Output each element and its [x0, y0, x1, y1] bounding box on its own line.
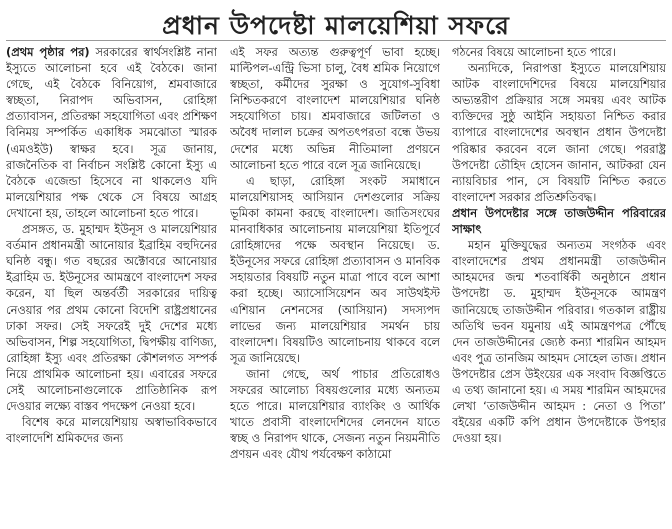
column-1-paragraph-2: প্রসঙ্গত, ড. মুহাম্মদ ইউনূস ও মালয়েশিয়ার বর্তমান প্রধানমন্ত্রী আনোয়ার ইব্রাহিম বহুদিনের ঘনিষ্ঠ বন্ধু। গত বছরের অক্টোবরে আনোয়ার ইব্রাহিম ড. ইউনূসের আমন্ত্রণে বাংলাদেশ সফর করেন, যা ছিল অন্তর্বর্তী সরকারের দায়িত্ব নেওয়ার পর প্রথম কোনো বিদেশি রাষ্ট্রপ্রধানের ঢাকা সফর। সেই সফরেই দুই দেশের মধ্যে অভিবাসন, শিল্প সহযোগিতা, দ্বিপক্ষীয় বাণিজ্য, রোহিঙ্গা ইস্যু এবং প্রতিরক্ষা কৌশলগত সম্পর্ক নিয়ে প্রাথমিক আলোচনা হয়। এবারের সফরে সেই আলোচনাগুলোকে প্রাতিষ্ঠানিক রূপ দেওয়ার লক্ষ্যে বাস্তব পদক্ষেপ নেওয়া হবে। [6, 222, 217, 414]
column-2-paragraph-3: জানা গেছে, অর্থ পাচার প্রতিরোধও সফরের আলোচ্য বিষয়গুলোর মধ্যে অন্যতম হতে পারে। মালয়েশিয়ার ব্যাংকিং ও আর্থিক খাতে প্রবাসী বাংলাদেশিদের লেনদেন যাতে স্বচ্ছ ও নিরাপদ থাকে, সেজন্য নতুন নিয়মনীতি প্রণয়ন এবং যৌথ পর্যবেক্ষণ কাঠামো [230, 366, 440, 462]
column-1-text: সরকারের স্বার্থসংশ্লিষ্ট নানা ইস্যুতে আলোচনা হবে এই বৈঠকে। জানা গেছে, এই বৈঠকে বিনিয়োগ, শ্রমবাজারে স্বচ্ছতা, নিরাপদ অভিবাসন, রোহিঙ্গা প্রত্যাবাসন, প্রতিরক্ষা সহযোগিতা এবং প্রশিক্ষণ বিনিময় সম্পর্কিত একাধিক সমঝোতা স্মারক (এমওইউ) স্বাক্ষর হবে। সূত্র জানায়, রাজনৈতিক বা নির্বাচন সংশ্লিষ্ট কোনো ইস্যু এ বৈঠকে এজেন্ডা হিসেবে না থাকলেও যদি মালয়েশিয়ার পক্ষ থেকে সে বিষয়ে আগ্রহ দেখানো হয়, তাহলে আলোচনা হতে পারে। [6, 45, 217, 220]
section-subheading: প্রধান উপদেষ্টার সঙ্গে তাজউদ্দীন পরিবারের সাক্ষাৎ [452, 205, 666, 237]
column-3-paragraph-2: অন্যদিকে, নিরাপত্তা ইস্যুতে মালয়েশিয়ায় আটক বাংলাদেশিদের বিষয়ে মালয়েশিয়ার অভ্যন্তরীণ প্রক্রিয়ার সঙ্গে সমন্বয় এবং আটক ব্যক্তিদের সুষ্ঠু আইনি সহায়তা নিশ্চিত করার ব্যাপারে বাংলাদেশের অবস্থান প্রধান উপদেষ্টা পরিষ্কার করবেন বলে জানা গেছে। পররাষ্ট্র উপদেষ্টা তৌহিদ হোসেন জানান, আটকরা যেন ন্যায়বিচার পান, সে বিষয়টি নিশ্চিত করতে বাংলাদেশ সরকার প্রতিশ্রুতিবদ্ধ। [452, 61, 666, 204]
column-3-paragraph-1: গঠনের বিষয়ে আলোচনা হতে পারে। [452, 45, 616, 59]
column-3-paragraph-3: মহান মুক্তিযুদ্ধের অন্যতম সংগঠক এবং বাংলাদেশের প্রথম প্রধানমন্ত্রী তাজউদ্দীন আহমদের জন্ম শতবার্ষিকী অনুষ্ঠানে প্রধান উপদেষ্টা ড. মুহাম্মদ ইউনূসকে আমন্ত্রণ জানিয়েছে তাজউদ্দীন পরিবার। গতকাল রাষ্ট্রীয় অতিথি ভবন যমুনায় এই আমন্ত্রণপত্র পৌঁছে দেন তাজউদ্দীনের জ্যেষ্ঠ কন্যা শারমিন আহমদ এবং পুত্র তানজিম আহমদ সোহেল তাজ। প্রধান উপদেষ্টার প্রেস উইংয়ের এক সংবাদ বিজ্ঞপ্তিতে এ তথ্য জানানো হয়। এ সময় শারমিন আহমদের লেখা ‘তাজউদ্দীন আহমদ : নেতা ও পিতা’ বইয়ের একটি কপি প্রধান উপদেষ্টাকে উপহার দেওয়া হয়। [452, 238, 666, 446]
article-column-2 [230, 44, 440, 529]
column-1-paragraph-1 [6, 44, 217, 221]
column-2-paragraph-2: এ ছাড়া, রোহিঙ্গা সংকট সমাধানে মালয়েশিয়াসহ আসিয়ান দেশগুলোর সক্রিয় ভূমিকা কামনা করছে বাংলাদেশ। জাতিসংঘের মানবাধিকার আলোচনায় মালয়েশিয়া ইতিপূর্বে রোহিঙ্গাদের পক্ষে অবস্থান নিয়েছে। ড. ইউনূসের সফরে রোহিঙ্গা প্রত্যাবাসন ও মানবিক সহায়তার বিষয়টি নতুন মাত্রা পাবে বলে আশা করা হচ্ছে। অ্যাসোসিয়েশন অব সাউথইস্ট এশিয়ান নেশনসের (আসিয়ান) সদস্যপদ লাভের জন্য মালয়েশিয়ার সমর্থন চায় বাংলাদেশ। বিষয়টিও আলোচনায় থাকবে বলে সূত্র জানিয়েছে। [230, 173, 440, 365]
article-headline: প্রধান উপদেষ্টা মালয়েশিয়া সফরে [162, 11, 510, 40]
article-column-1 [6, 44, 217, 529]
column-2-paragraph-1: এই সফর অত্যন্ত গুরুত্বপূর্ণ ভাবা হচ্ছে। মাল্টিপল-এন্ট্রি ভিসা চালু, বৈধ শ্রমিক নিয়োগে স্বচ্ছতা, কর্মীদের সুরক্ষা ও সুযোগ-সুবিধা নিশ্চিতকরণে বাংলাদেশ মালয়েশিয়ার ঘনিষ্ঠ সহযোগিতা চায়। শ্রমবাজারে জটিলতা ও অবৈধ দালাল চক্রের অপতৎপরতা বন্ধে উভয় দেশের মধ্যে অভিন্ন নীতিমালা প্রণয়নে আলোচনা হতে পারে বলে সূত্র জানিয়েছে। [230, 45, 440, 172]
continuation-marker: (প্রথম পৃষ্ঠার পর) [6, 45, 90, 59]
article-column-3 [452, 44, 666, 529]
column-1-paragraph-3: বিশেষ করে মালয়েশিয়ায় অস্বাভাবিকভাবে বাংলাদেশি শ্রমিকদের জন্য [6, 415, 217, 446]
headline-divider [6, 40, 666, 41]
